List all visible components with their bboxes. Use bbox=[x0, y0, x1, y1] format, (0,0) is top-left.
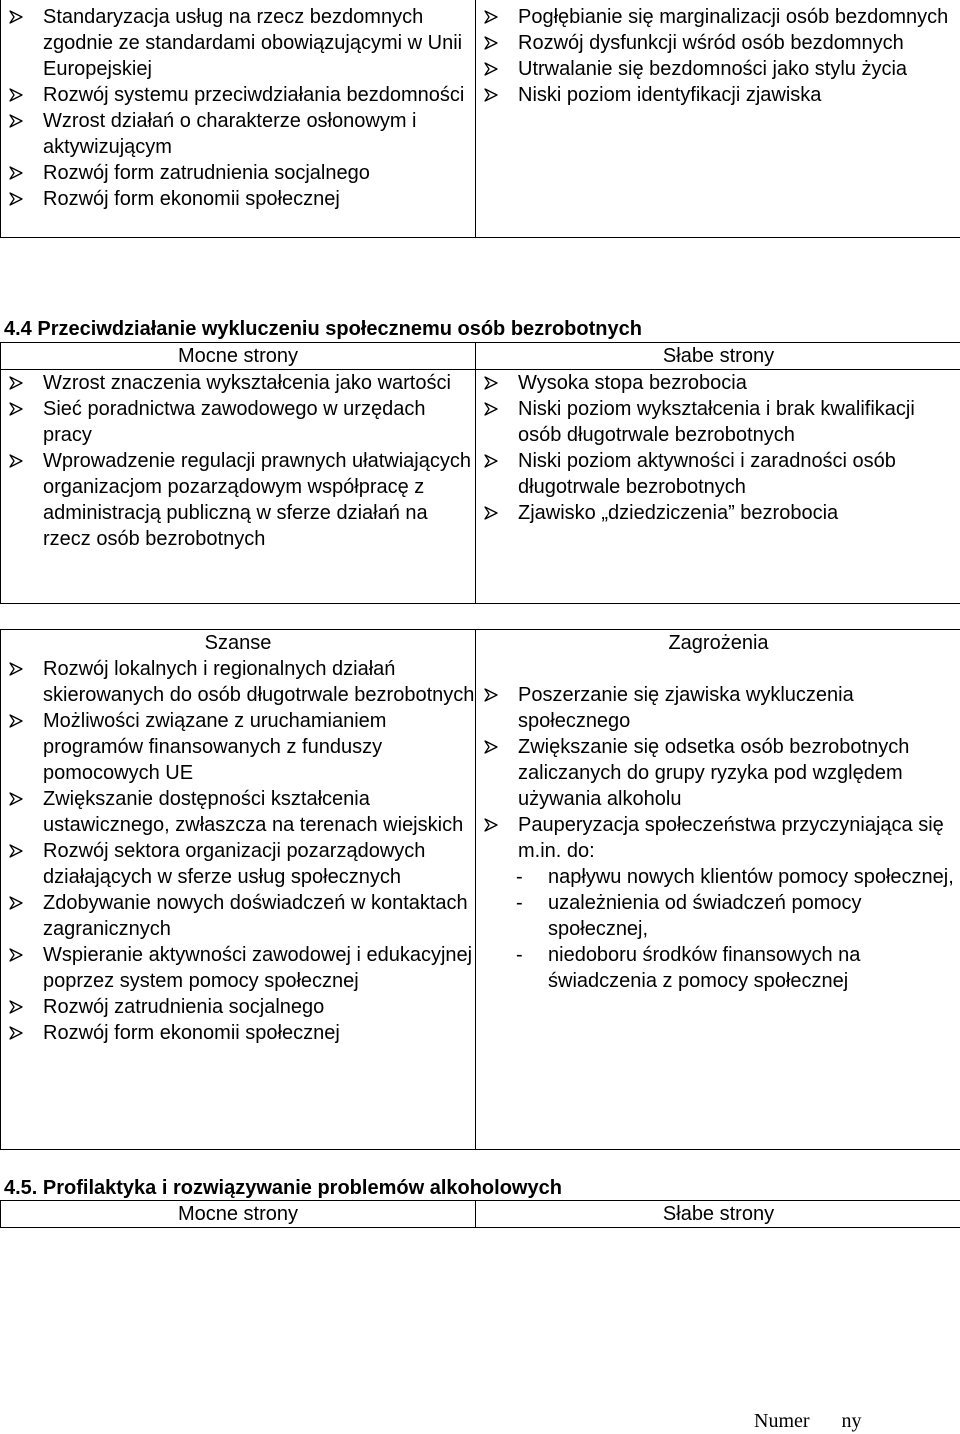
list-item: Niski poziom wykształcenia i brak kwalifikacji osób długotrwale bezrobotnych bbox=[476, 396, 960, 448]
list-item: Wzrost znaczenia wykształcenia jako wartości bbox=[1, 370, 475, 396]
arrow-bullet-icon bbox=[483, 30, 499, 56]
list-item: Rozwój form ekonomii społecznej bbox=[1, 1020, 475, 1046]
list-item: Wspieranie aktywności zawodowej i edukacyjnej poprzez system pomocy społecznej bbox=[1, 942, 475, 994]
list-item: Wysoka stopa bezrobocia bbox=[476, 370, 960, 396]
arrow-bullet-icon bbox=[483, 734, 499, 760]
homelessness-swot-table bbox=[0, 0, 960, 238]
list-item: Rozwój dysfunkcji wśród osób bezdomnych bbox=[476, 30, 960, 56]
opportunities-header: Szanse bbox=[1, 630, 475, 656]
arrow-bullet-icon bbox=[483, 396, 499, 422]
arrow-bullet-icon bbox=[8, 994, 24, 1020]
arrow-bullet-icon bbox=[8, 1020, 24, 1046]
list-item: Rozwój lokalnych i regionalnych działań skierowanych do osób długotrwale bezrobotnych bbox=[1, 656, 475, 708]
arrow-bullet-icon bbox=[8, 786, 24, 812]
list-item: Pauperyzacja społeczeństwa przyczyniająca się m.in. do: bbox=[476, 812, 960, 864]
arrow-bullet-icon bbox=[8, 396, 24, 422]
threats-cell bbox=[476, 630, 960, 1150]
weaknesses-cell bbox=[476, 370, 960, 604]
footer-left-text: Numer bbox=[754, 1410, 810, 1432]
arrow-bullet-icon bbox=[8, 108, 24, 134]
arrow-bullet-icon bbox=[8, 656, 24, 682]
unemployment-opportunities-threats-table bbox=[0, 629, 960, 1150]
list-item: Niski poziom identyfikacji zjawiska bbox=[476, 82, 960, 108]
strengths-header: Mocne strony bbox=[1, 1201, 475, 1227]
dash-bullet: - bbox=[516, 864, 523, 890]
list-item: Rozwój sektora organizacji pozarządowych działających w sferze usług społecznych bbox=[1, 838, 475, 890]
list-item: Poszerzanie się zjawiska wykluczenia społecznego bbox=[476, 682, 960, 734]
arrow-bullet-icon bbox=[8, 82, 24, 108]
arrow-bullet-icon bbox=[8, 4, 24, 30]
arrow-bullet-icon bbox=[8, 186, 24, 212]
list-item: - napływu nowych klientów pomocy społecznej, bbox=[476, 864, 960, 890]
list-item: Zwiększanie dostępności kształcenia ustawicznego, zwłaszcza na terenach wiejskich bbox=[1, 786, 475, 838]
list-item: Pogłębianie się marginalizacji osób bezdomnych bbox=[476, 4, 960, 30]
list-item: Utrwalanie się bezdomności jako stylu życia bbox=[476, 56, 960, 82]
unemployment-strengths-weaknesses-table bbox=[0, 342, 960, 604]
strengths-header: Mocne strony bbox=[1, 343, 475, 369]
weaknesses-header-cell bbox=[476, 343, 960, 370]
strengths-cell bbox=[1, 370, 476, 604]
list-item: Rozwój form ekonomii społecznej bbox=[1, 186, 475, 212]
dash-bullet: - bbox=[516, 942, 523, 968]
threats-cell bbox=[476, 0, 960, 238]
list-item: - uzależnienia od świadczeń pomocy społecznej, bbox=[476, 890, 960, 942]
arrow-bullet-icon bbox=[8, 942, 24, 968]
arrow-bullet-icon bbox=[483, 4, 499, 30]
strengths-header-cell bbox=[1, 343, 476, 370]
list-item: Wprowadzenie regulacji prawnych ułatwiających organizacjom pozarządowym współpracę z administracją publiczną w sferze działań na rzecz osób bezrobotnych bbox=[1, 448, 475, 552]
list-item: Zdobywanie nowych doświadczeń w kontaktach zagranicznych bbox=[1, 890, 475, 942]
footer-right-text: ny bbox=[842, 1410, 862, 1432]
list-item: Niski poziom aktywności i zaradności osób długotrwale bezrobotnych bbox=[476, 448, 960, 500]
list-item: Rozwój zatrudnienia socjalnego bbox=[1, 994, 475, 1020]
list-item: Wzrost działań o charakterze osłonowym i aktywizującym bbox=[1, 108, 475, 160]
section-4-4-title: 4.4 Przeciwdziałanie wykluczeniu społecznemu osób bezrobotnych bbox=[4, 316, 642, 342]
list-item: - niedoboru środków finansowych na świadczenia z pomocy społecznej bbox=[476, 942, 960, 994]
arrow-bullet-icon bbox=[8, 160, 24, 186]
list-item: Rozwój form zatrudnienia socjalnego bbox=[1, 160, 475, 186]
list-item: Sieć poradnictwa zawodowego w urzędach pracy bbox=[1, 396, 475, 448]
arrow-bullet-icon bbox=[483, 56, 499, 82]
arrow-bullet-icon bbox=[483, 812, 499, 838]
arrow-bullet-icon bbox=[483, 448, 499, 474]
arrow-bullet-icon bbox=[483, 682, 499, 708]
opportunities-cell bbox=[1, 0, 476, 238]
list-item: Zwiększanie się odsetka osób bezrobotnych zaliczanych do grupy ryzyka pod względem używania alkoholu bbox=[476, 734, 960, 812]
weaknesses-header-cell bbox=[476, 1201, 960, 1228]
arrow-bullet-icon bbox=[8, 838, 24, 864]
alcohol-strengths-weaknesses-table bbox=[0, 1200, 960, 1228]
list-item: Możliwości związane z uruchamianiem programów finansowanych z funduszy pomocowych UE bbox=[1, 708, 475, 786]
dash-bullet: - bbox=[516, 890, 523, 916]
weaknesses-header: Słabe strony bbox=[476, 1201, 960, 1227]
list-item: Standaryzacja usług na rzecz bezdomnych zgodnie ze standardami obowiązującymi w Unii Europejskiej bbox=[1, 4, 475, 82]
strengths-header-cell bbox=[1, 1201, 476, 1228]
weaknesses-header: Słabe strony bbox=[476, 343, 960, 369]
arrow-bullet-icon bbox=[483, 82, 499, 108]
list-item: Rozwój systemu przeciwdziałania bezdomności bbox=[1, 82, 475, 108]
arrow-bullet-icon bbox=[8, 890, 24, 916]
arrow-bullet-icon bbox=[483, 370, 499, 396]
arrow-bullet-icon bbox=[8, 448, 24, 474]
arrow-bullet-icon bbox=[8, 708, 24, 734]
opportunities-cell bbox=[1, 630, 476, 1150]
page-number-footer bbox=[754, 1408, 862, 1434]
arrow-bullet-icon bbox=[8, 370, 24, 396]
threats-header: Zagrożenia bbox=[476, 630, 960, 656]
arrow-bullet-icon bbox=[483, 500, 499, 526]
list-item: Zjawisko „dziedziczenia” bezrobocia bbox=[476, 500, 960, 526]
section-4-5-title: 4.5. Profilaktyka i rozwiązywanie problemów alkoholowych bbox=[4, 1175, 562, 1201]
